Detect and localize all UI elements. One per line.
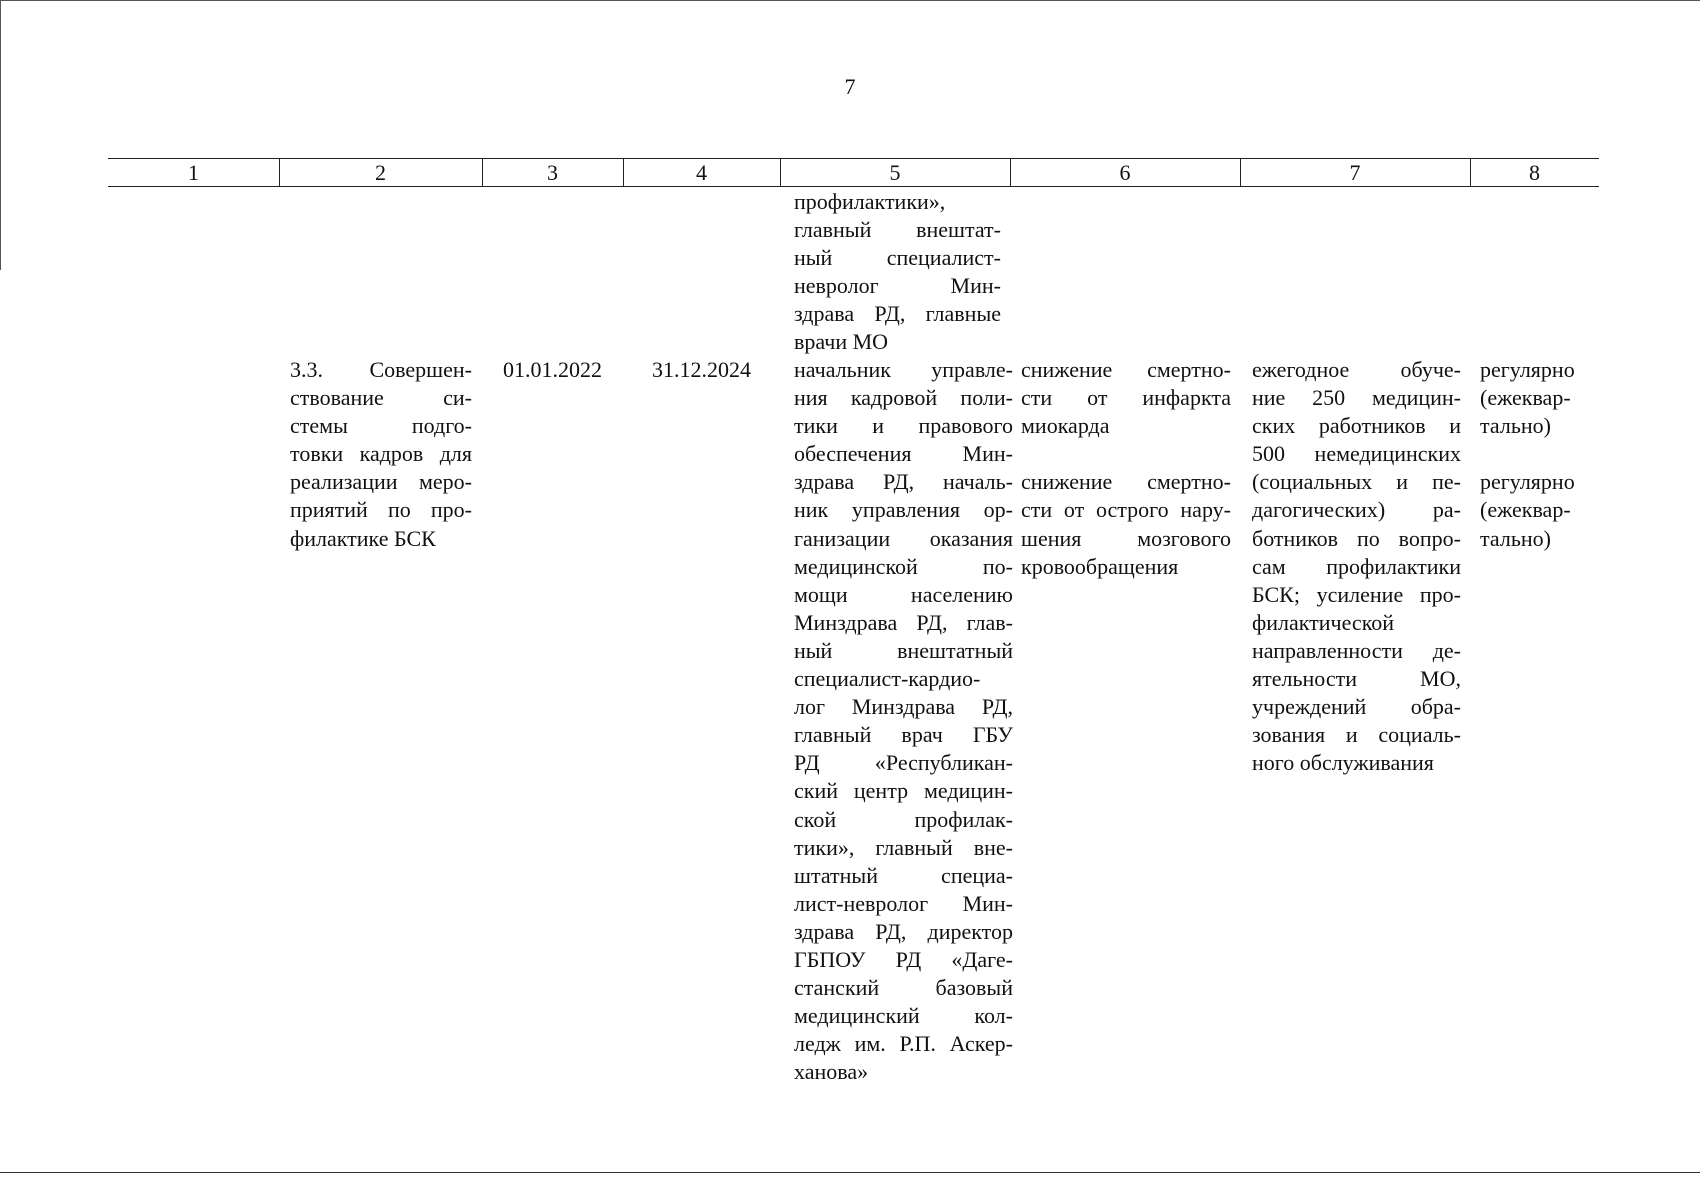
responsible-cell (794, 356, 1013, 1086)
text-line: сти от острого нару- (1021, 497, 1231, 523)
text-line: БСК; усиление про- (1252, 581, 1461, 607)
column-number-2: 2 (375, 160, 386, 185)
text-line: (ежеквар- (1480, 385, 1571, 411)
scan-left-edge (0, 0, 1, 270)
text-line: направленности де- (1252, 637, 1461, 663)
text-line: тики», главный вне- (794, 834, 1013, 860)
text-line: станский базовый (794, 975, 1013, 1001)
start-date: 01.01.2022 (503, 357, 602, 382)
text-line: (социальных и пе- (1252, 469, 1461, 495)
text-line: здрава РД, началь- (794, 469, 1013, 495)
periodicity-cell (1480, 356, 1595, 553)
start-date-cell (482, 356, 623, 384)
text-line: 500 немедицинских (1252, 441, 1461, 467)
text-line: учреждений обра- (1252, 694, 1461, 720)
indicator-cell (1252, 356, 1461, 777)
text-line: ния кадровой поли- (794, 385, 1013, 411)
text-line: сам профилактики (1252, 553, 1461, 579)
text-line: лог Минздрава РД, (794, 694, 1013, 720)
text-line: тально) (1480, 525, 1551, 551)
text-line: тально) (1480, 413, 1551, 439)
text-line: РД «Республикан- (794, 750, 1013, 776)
text-line: регулярно (1480, 357, 1575, 382)
text-line: штатный специа- (794, 862, 1013, 888)
text-line: ный внештатный (794, 637, 1013, 663)
continued-responsible-cell (794, 188, 1001, 357)
text-line: ской профилак- (794, 806, 1013, 832)
text-line: медицинский кол- (794, 1003, 1013, 1029)
text-line: ГБПОУ РД «Даге- (794, 946, 1013, 972)
text-line: филактической (1252, 609, 1395, 635)
text-line: медицинской по- (794, 553, 1013, 579)
expected-result-cell (1021, 356, 1231, 581)
text-line: снижение смертно- (1021, 469, 1231, 495)
text-line: врачи МО (794, 329, 889, 355)
text-line: лист-невролог Мин- (794, 890, 1013, 916)
column-number-3: 3 (547, 160, 558, 185)
text-line: профилактики», (794, 189, 946, 214)
page-number: 7 (844, 74, 856, 99)
text-line: обеспечения Мин- (794, 441, 1013, 467)
text-line: главный внештат- (794, 217, 1001, 243)
text-line: ник управления ор- (794, 497, 1013, 523)
text-line: регулярно (1480, 469, 1575, 495)
column-number-8: 8 (1529, 160, 1540, 185)
text-line: ских работников и (1252, 413, 1461, 439)
text-line: главный врач ГБУ (794, 722, 1013, 748)
text-line: стемы подго- (290, 413, 472, 439)
end-date: 31.12.2024 (652, 357, 751, 382)
column-number-1: 1 (188, 160, 199, 185)
text-line: здрава РД, главные (794, 301, 1001, 327)
text-line: здрава РД, директор (794, 918, 1013, 944)
text-line: реализации меро- (290, 469, 472, 495)
text-line: 3.3. Совершен- (290, 357, 472, 382)
header-top-rule (108, 158, 1599, 159)
column-number-7: 7 (1349, 160, 1361, 185)
header-bottom-rule (108, 186, 1599, 187)
text-line: тики и правового (794, 413, 1013, 439)
text-line: специалист-кардио- (794, 666, 981, 692)
text-line: начальник управле- (794, 357, 1013, 382)
text-line: товки кадров для (290, 441, 472, 467)
text-line: мощи населению (794, 581, 1013, 607)
measure-name-cell (290, 356, 472, 553)
scan-top-edge (0, 0, 1700, 1)
text-line: ный специалист- (794, 245, 1001, 271)
text-line: ледж им. Р.П. Аскер- (794, 1031, 1013, 1057)
text-line: ятельности МО, (1252, 666, 1461, 692)
text-line: шения мозгового (1021, 525, 1231, 551)
scan-bottom-edge (0, 1172, 1700, 1173)
text-line: ский центр медицин- (794, 778, 1013, 804)
text-line: приятий по про- (290, 497, 472, 523)
text-line: ганизации оказания (794, 525, 1013, 551)
text-line: зования и социаль- (1252, 722, 1461, 748)
text-line: ного обслуживания (1252, 750, 1434, 776)
text-line: сти от инфаркта (1021, 385, 1231, 411)
column-number-6: 6 (1119, 160, 1131, 185)
text-line: снижение смертно- (1021, 357, 1231, 382)
text-line: невролог Мин- (794, 273, 1001, 299)
text-line: кровообращения (1021, 553, 1179, 579)
text-line: филактике БСК (290, 525, 436, 551)
text-line: (ежеквар- (1480, 497, 1571, 523)
column-number-4: 4 (696, 160, 707, 185)
text-line: ствование си- (290, 385, 472, 411)
text-line: ежегодное обуче- (1252, 357, 1461, 382)
text-line: ние 250 медицин- (1252, 385, 1461, 411)
text-line: ботников по вопро- (1252, 525, 1461, 551)
column-number-5: 5 (889, 160, 901, 185)
text-line: дагогических) ра- (1252, 497, 1461, 523)
end-date-cell (623, 356, 780, 384)
text-line: ханова» (794, 1059, 869, 1085)
text-line: Минздрава РД, глав- (794, 609, 1013, 635)
text-line: миокарда (1021, 413, 1110, 439)
